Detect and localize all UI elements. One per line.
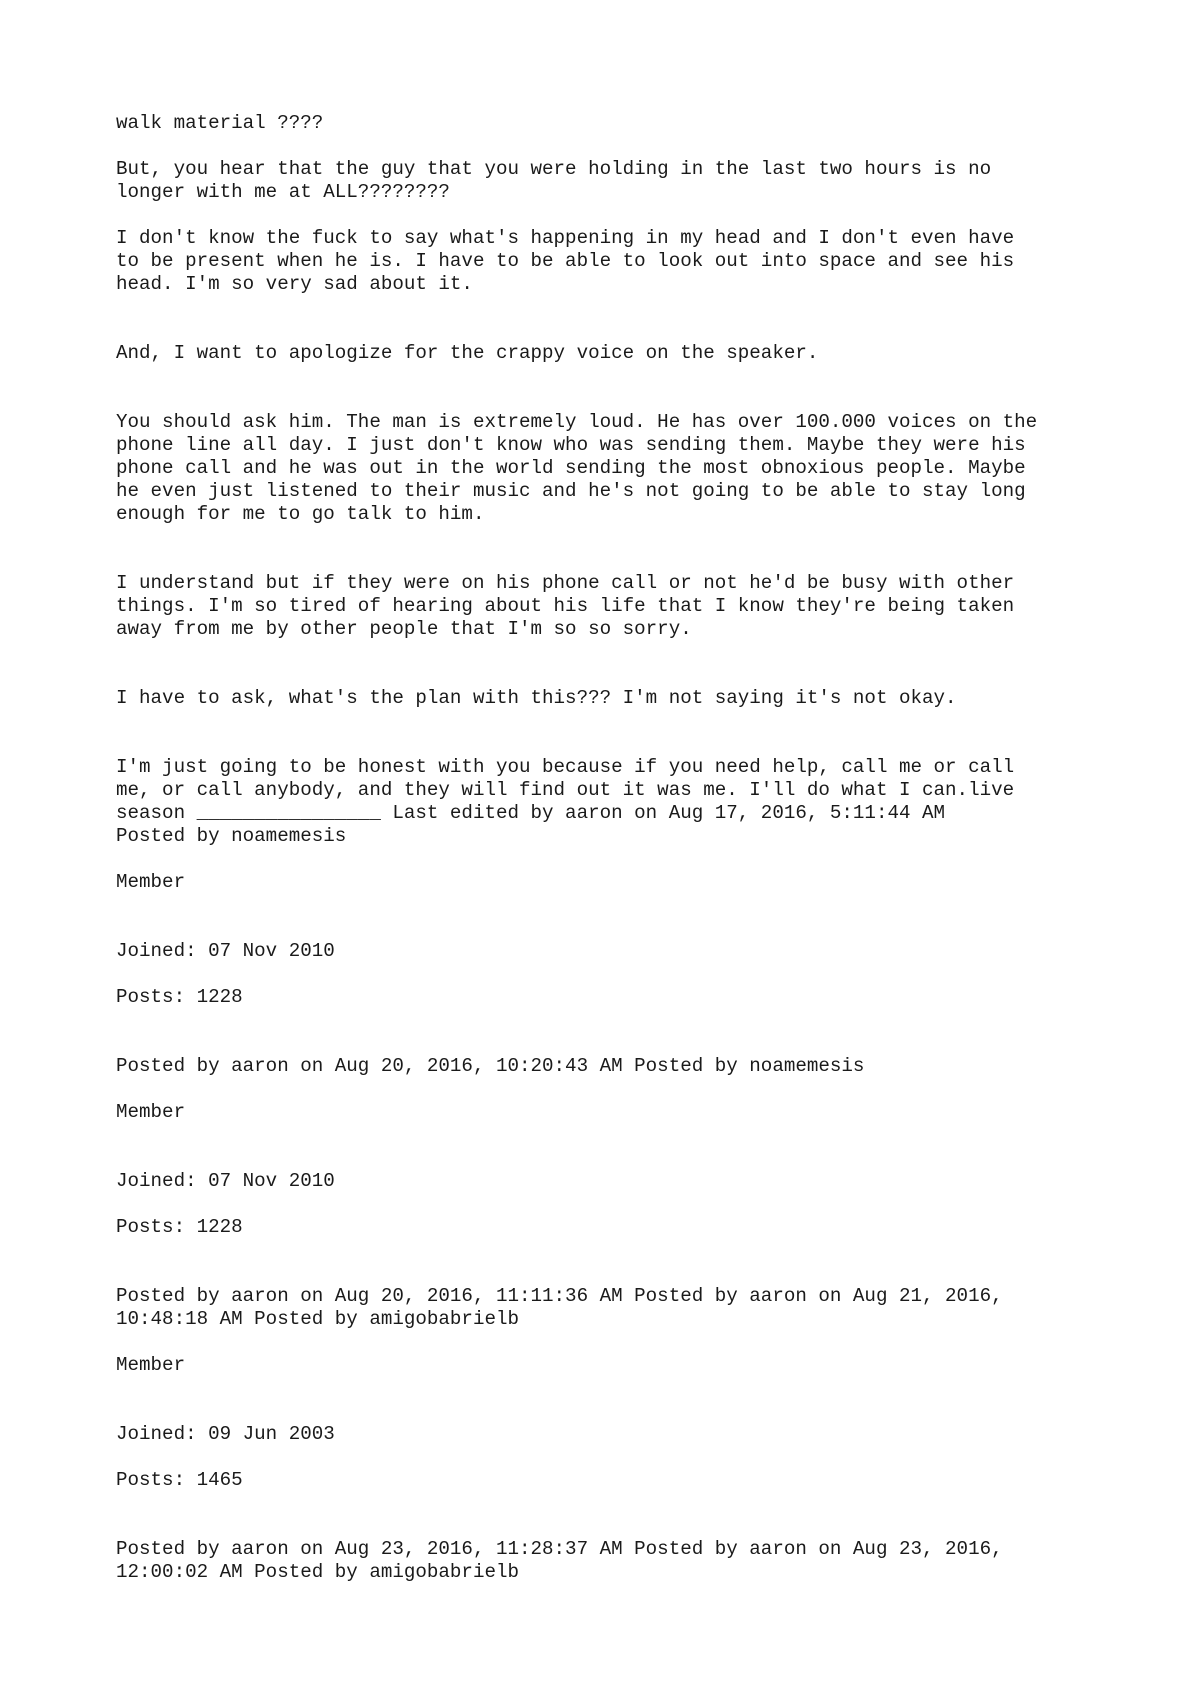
spacer: [116, 1331, 1116, 1354]
spacer: [116, 894, 1116, 940]
spacer: [116, 1377, 1116, 1423]
spacer: [116, 1078, 1116, 1101]
spacer: [116, 1009, 1116, 1055]
paragraph-2: But, you hear that the guy that you were holding in the last two hours is no longer with me at ALL????????: [116, 158, 992, 203]
spacer: [116, 963, 1116, 986]
member-label: Member: [116, 871, 186, 893]
spacer: [116, 641, 1116, 687]
spacer: [116, 526, 1116, 572]
paragraph-1: walk material ????: [116, 112, 324, 134]
spacer: [116, 710, 1116, 756]
spacer: [116, 365, 1116, 411]
paragraph-5: You should ask him. The man is extremely loud. He has over 100.000 voices on the phone line all day. I just don't know who was sending them. Maybe they were his phone call and he was out in the world sending the most obnoxious people. Maybe he even just listened to their music and he's not going to be able to stay long enough for me to go talk to him.: [116, 411, 1038, 525]
spacer: [116, 204, 1116, 227]
paragraph-7: I have to ask, what's the plan with this??? I'm not saying it's not okay.: [116, 687, 957, 709]
post-meta: Posted by aaron on Aug 23, 2016, 11:28:37 AM Posted by aaron on Aug 23, 2016, 12:00:02 AM Posted by amigobabrielb: [116, 1538, 1003, 1583]
joined-date: Joined: 07 Nov 2010: [116, 1170, 335, 1192]
paragraph-8: I'm just going to be honest with you because if you need help, call me or call me, or call anybody, and they will find out it was me. I'll do what I can.live season ________________ Last edited by aaron on Aug 17, 2016, 5:11:44 AM Posted by noamemesis: [116, 756, 1015, 847]
joined-date: Joined: 09 Jun 2003: [116, 1423, 335, 1445]
document-page: [116, 112, 1116, 1584]
joined-date: Joined: 07 Nov 2010: [116, 940, 335, 962]
posts-count: Posts: 1228: [116, 1216, 243, 1238]
post-meta: Posted by aaron on Aug 20, 2016, 11:11:36 AM Posted by aaron on Aug 21, 2016, 10:48:18 AM Posted by amigobabrielb: [116, 1285, 1003, 1330]
post-meta: Posted by aaron on Aug 20, 2016, 10:20:43 AM Posted by noamemesis: [116, 1055, 865, 1077]
spacer: [116, 1239, 1116, 1285]
member-label: Member: [116, 1101, 186, 1123]
paragraph-4: And, I want to apologize for the crappy voice on the speaker.: [116, 342, 819, 364]
spacer: [116, 1124, 1116, 1170]
spacer: [116, 135, 1116, 158]
spacer: [116, 1492, 1116, 1538]
spacer: [116, 848, 1116, 871]
paragraph-3: I don't know the fuck to say what's happening in my head and I don't even have to be present when he is. I have to be able to look out into space and see his head. I'm so very sad about it.: [116, 227, 1015, 295]
spacer: [116, 296, 1116, 342]
posts-count: Posts: 1228: [116, 986, 243, 1008]
member-label: Member: [116, 1354, 186, 1376]
spacer: [116, 1193, 1116, 1216]
paragraph-6: I understand but if they were on his phone call or not he'd be busy with other things. I'm so tired of hearing about his life that I know they're being taken away from me by other people that I'm so so sorry.: [116, 572, 1015, 640]
spacer: [116, 1446, 1116, 1469]
posts-count: Posts: 1465: [116, 1469, 243, 1491]
